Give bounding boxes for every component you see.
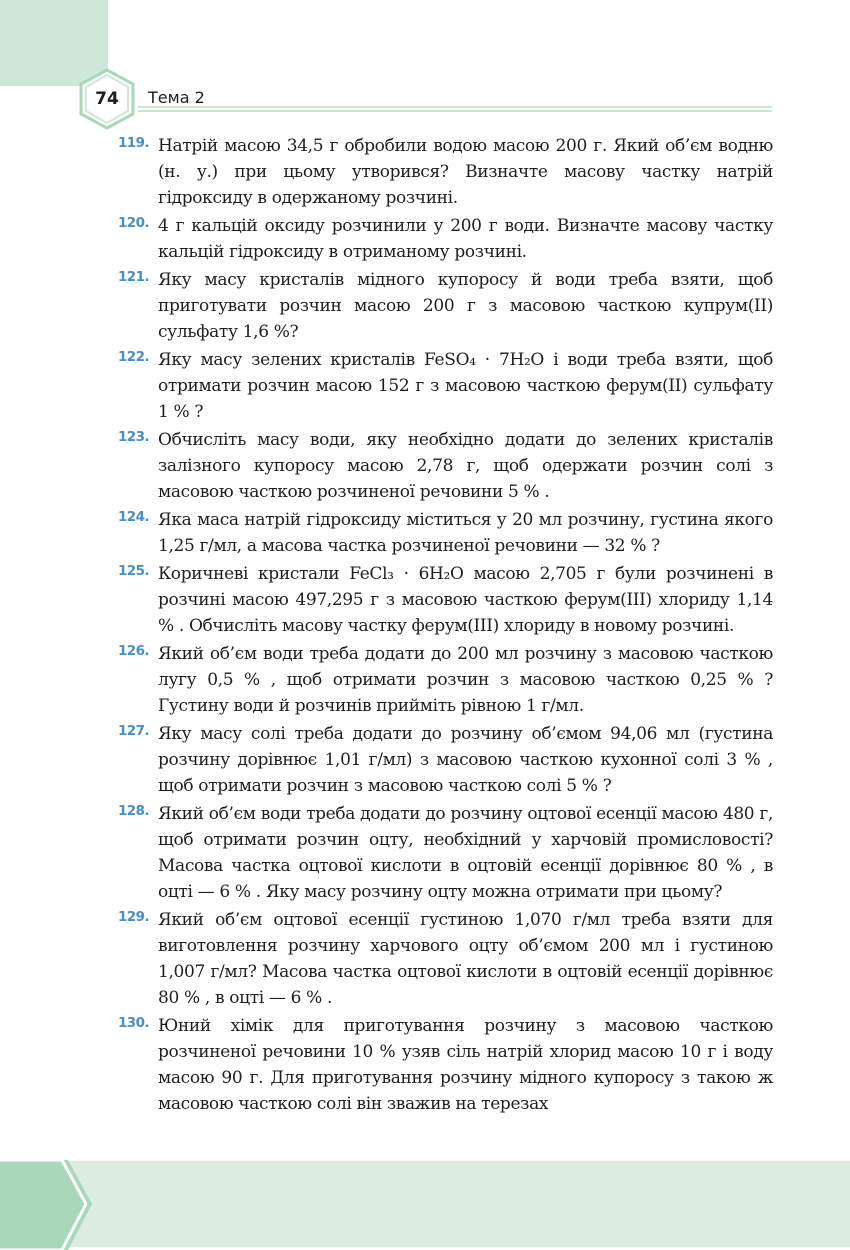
footer-band (0, 1161, 850, 1247)
problem-number: 120. (118, 215, 149, 231)
problem-text: Натрій масою 34,5 г обробили водою масою 200 г. Який об’єм водню (н. у.) при цьому утворився? Визначте масову частку натрій гідроксиду в одержаному розчині. (158, 136, 773, 208)
problem-item (118, 213, 773, 265)
problem-item (118, 267, 773, 345)
page-number: 74 (95, 89, 119, 109)
problem-text: Яку масу солі треба додати до розчину об’ємом 94,06 мл (густина розчину дорівнює 1,01 г/мл) з масовою часткою кухонної солі 3 % , щоб отримати розчин з масовою часткою солі 5 % ? (158, 724, 773, 796)
problem-number: 122. (118, 349, 149, 365)
problem-number: 123. (118, 429, 149, 445)
problem-number: 126. (118, 643, 149, 659)
section-label: Тема 2 (148, 88, 205, 107)
problem-text: Який об’єм оцтової есенції густиною 1,070 г/мл треба взяти для виготовлення розчину харчового оцту об’ємом 200 мл і густиною 1,007 г/мл? Масова частка оцтової кислоти в оцтовій есенції дорівнює 80 % , в оцті — 6 % . (158, 910, 773, 1008)
problem-item (118, 907, 773, 1011)
problem-number: 119. (118, 135, 149, 151)
problem-item (118, 347, 773, 425)
problem-list (118, 133, 773, 1119)
problem-text: Який об’єм води треба додати до розчину оцтової есенції масою 480 г, щоб отримати розчин оцту, необхідний у харчовій промисловості? Масова частка оцтової кислоти в оцтовій есенції дорівнює 80 % , в оцті — 6 % . Яку масу розчину оцту можна отримати при цьому? (158, 804, 773, 902)
problem-item (118, 133, 773, 211)
problem-text: 4 г кальцій оксиду розчинили у 200 г води. Визначте масову частку кальцій гідроксиду в отриманому розчині. (158, 216, 773, 262)
problem-text: Яку масу кристалів мідного купоросу й води треба взяти, щоб приготувати розчин масою 200 г з масовою часткою купрум(ІІ) сульфату 1,6 %? (158, 270, 773, 342)
problem-text: Юний хімік для приготування розчину з масовою часткою розчиненої речовини 10 % узяв сіль натрій хлорид масою 10 г і воду масою 90 г. Для приготування розчину мідного купоросу з такою ж масовою часткою солі він зважив на терезах (158, 1016, 773, 1114)
problem-text: Яку масу зелених кристалів FeSO₄ · 7H₂O і води треба взяти, щоб отримати розчин масою 152 г з масовою часткою ферум(ІІ) сульфату 1 % ? (158, 350, 773, 422)
problem-item (118, 801, 773, 905)
problem-item (118, 641, 773, 719)
problem-number: 127. (118, 723, 149, 739)
problem-item (118, 721, 773, 799)
problem-item (118, 427, 773, 505)
footer-tab-decoration (0, 1160, 96, 1250)
problem-item (118, 1013, 773, 1117)
problem-number: 124. (118, 509, 149, 525)
problem-number: 129. (118, 909, 149, 925)
problem-text: Обчисліть масу води, яку необхідно додати до зелених кристалів залізного купоросу масою 2,78 г, щоб одержати розчин солі з масовою часткою розчиненої речовини 5 % . (158, 430, 773, 502)
problem-text: Який об’єм води треба додати до 200 мл розчину з масовою часткою лугу 0,5 % , щоб отримати розчин з масовою часткою 0,25 % ? Густину води й розчинів прийміть рівною 1 г/мл. (158, 644, 773, 716)
problem-number: 121. (118, 269, 149, 285)
header-rule (138, 106, 772, 114)
problem-text: Яка маса натрій гідроксиду міститься у 20 мл розчину, густина якого 1,25 г/мл, а масова частка розчиненої речовини — 32 % ? (158, 510, 773, 556)
problem-number: 130. (118, 1015, 149, 1031)
problem-item (118, 507, 773, 559)
problem-text: Коричневі кристали FeCl₃ · 6H₂O масою 2,705 г були розчинені в розчині масою 497,295 г з масовою часткою ферум(ІІІ) хлориду 1,14 % . Обчисліть масову частку ферум(ІІІ) хлориду в новому розчині. (158, 564, 773, 636)
problem-item (118, 561, 773, 639)
problem-number: 128. (118, 803, 149, 819)
problem-number: 125. (118, 563, 149, 579)
